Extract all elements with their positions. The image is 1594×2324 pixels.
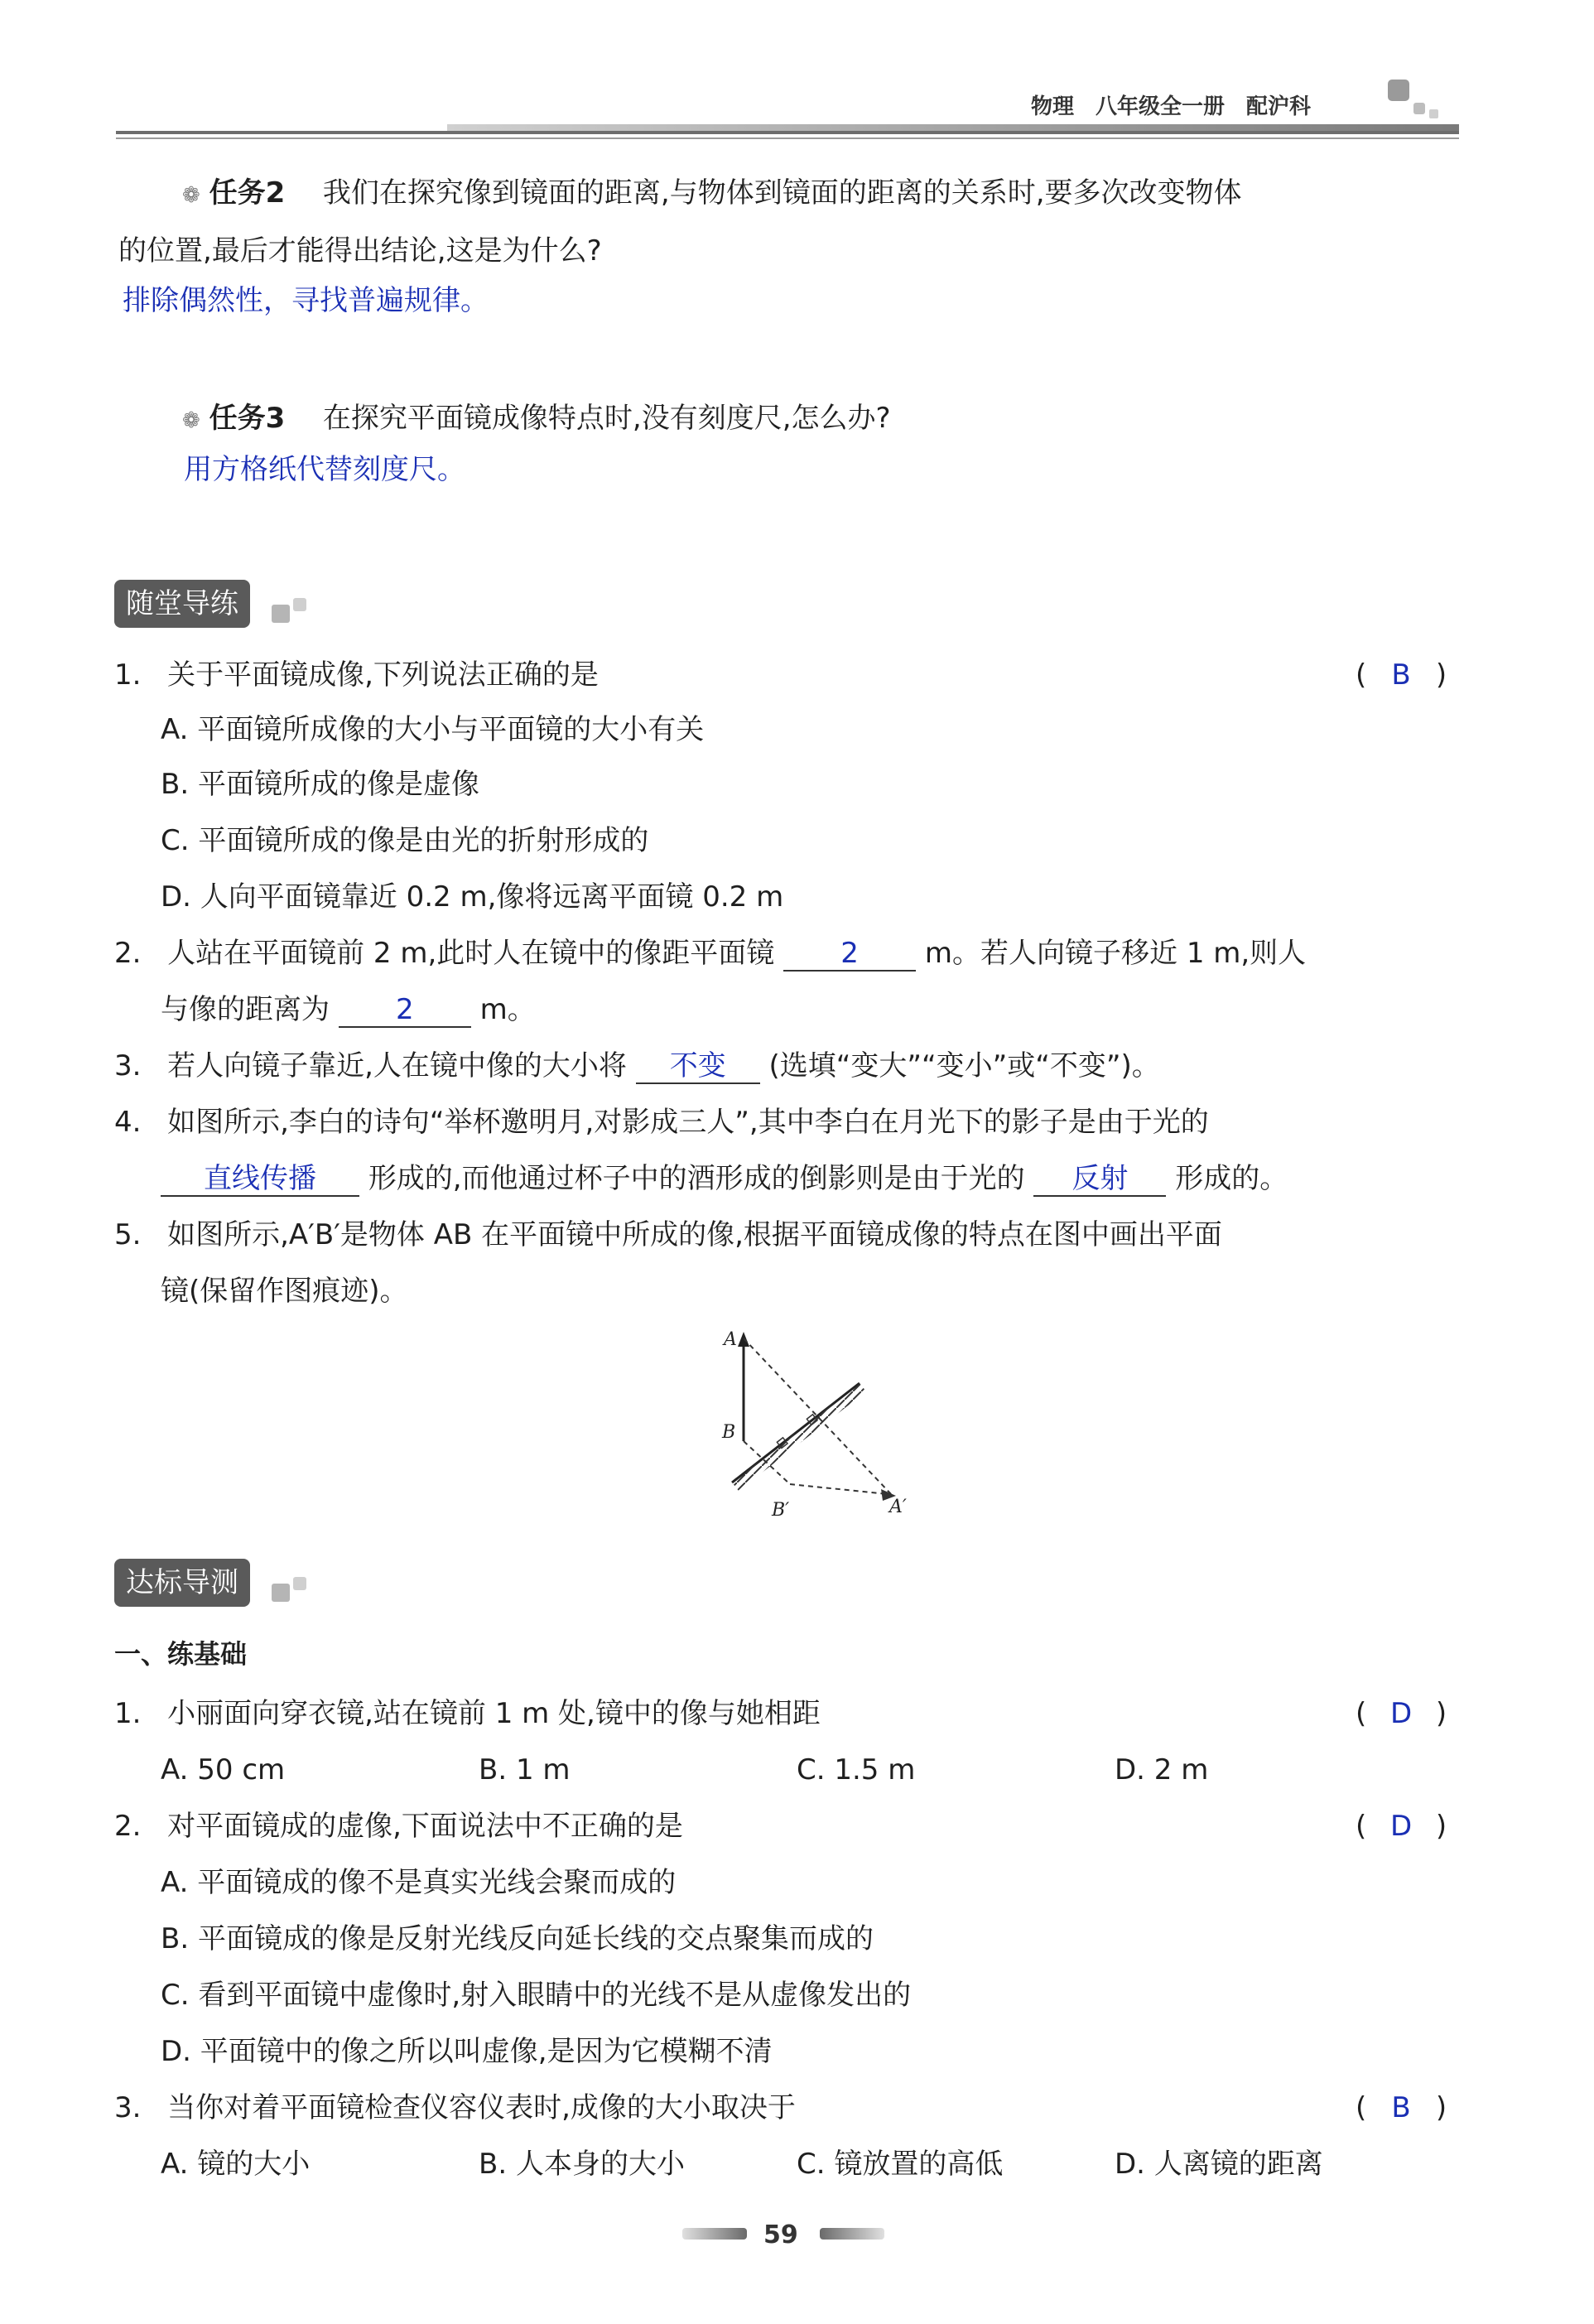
header-text: 物理 八年级全一册 配沪科	[1031, 94, 1312, 119]
s1-q3-line1: 3. 若人向镜子靠近,人在镜中像的大小将 不变 (选填“变大”“变小”或“不变”)。	[114, 1049, 1160, 1082]
s2-q2-option-b: B. 平面镜成的像是反射光线反向延长线的交点聚集而成的	[161, 1922, 874, 1955]
s1-q3-blank1: 不变	[636, 1049, 760, 1084]
s2-q2-option-c: C. 看到平面镜中虚像时,射入眼睛中的光线不是从虚像发出的	[161, 1979, 912, 2012]
s1-q5-line2: 镜(保留作图痕迹)。	[161, 1275, 408, 1308]
s1-q1-option-c: C. 平面镜所成的像是由光的折射形成的	[161, 824, 649, 857]
page-number: 59	[763, 2220, 798, 2249]
s2-q2-answer-paren: ( D )	[1356, 1807, 1447, 1845]
s1-q1-option-a: A. 平面镜所成像的大小与平面镜的大小有关	[161, 713, 705, 746]
s2-q3-option-c: C. 镜放置的高低	[797, 2148, 1004, 2181]
s2-q3-answer-paren: ( B )	[1356, 2089, 1447, 2127]
task3-answer: 用方格纸代替刻度尺。	[184, 453, 465, 486]
footer-right-bar	[820, 2228, 884, 2240]
s1-q1-option-d: D. 人向平面镜靠近 0.2 m,像将远离平面镜 0.2 m	[161, 880, 784, 914]
s2-q3-option-d: D. 人离镜的距离	[1115, 2148, 1323, 2181]
task2-label: 任务2	[209, 176, 286, 210]
task2-question-line2: 的位置,最后才能得出结论,这是为什么?	[118, 234, 602, 268]
section-tag-square	[272, 1584, 290, 1602]
header-square-large	[1388, 80, 1409, 101]
s1-q4-blank2: 反射	[1033, 1162, 1166, 1197]
s1-q2-blank1: 2	[783, 937, 916, 972]
header-square-small	[1429, 109, 1438, 118]
s1-q1-answer-paren: ( B )	[1356, 656, 1447, 694]
s2-q1-answer-paren: ( D )	[1356, 1695, 1447, 1733]
task2-question-line1: 我们在探究像到镜面的距离,与物体到镜面的距离的关系时,要多次改变物体	[322, 176, 1242, 210]
label-a-prime: A′	[889, 1497, 907, 1517]
s2-q2-option-a: A. 平面镜成的像不是真实光线会聚而成的	[161, 1866, 677, 1899]
header-thick-bar	[447, 124, 1459, 131]
s2-q2-answer: D	[1389, 1810, 1413, 1843]
s2-q3-option-a: A. 镜的大小	[161, 2148, 311, 2181]
task3-question-line1: 在探究平面镜成像特点时,没有刻度尺,怎么办?	[322, 402, 891, 435]
task2-answer: 排除偶然性，寻找普遍规律。	[123, 284, 489, 317]
header-rule	[116, 131, 1459, 134]
label-b: B	[722, 1422, 736, 1443]
s1-q4-line1: 4. 如图所示,李白的诗句“举杯邀明月,对影成三人”,其中李白在月光下的影子是由于光的	[114, 1106, 1209, 1139]
mirror-figure	[712, 1317, 927, 1532]
task3-label: 任务3	[209, 402, 286, 435]
task3-line1	[182, 399, 891, 440]
s1-q4-blank1: 直线传播	[161, 1162, 359, 1197]
image-bprime-aprime-line	[790, 1484, 888, 1494]
s1-q2-line2: 与像的距离为 2 m。	[161, 993, 536, 1026]
section-title-practice: 随堂导练	[114, 580, 250, 628]
section-title-assessment: 达标导测	[114, 1559, 250, 1607]
s2-q1-option-c: C. 1.5 m	[797, 1753, 916, 1786]
task-bullet-icon: ❁	[182, 183, 200, 208]
label-b-prime: B′	[772, 1500, 790, 1521]
s1-q4-line2: 直线传播 形成的,而他通过杯子中的酒形成的倒影则是由于光的 反射 形成的。	[161, 1160, 1288, 1198]
section-tag-square	[272, 605, 290, 623]
task-bullet-icon: ❁	[182, 408, 200, 433]
section-tag-square-small	[293, 598, 306, 611]
header-square-mid	[1413, 103, 1425, 114]
s2-q2-stem: 2. 对平面镜成的虚像,下面说法中不正确的是	[114, 1810, 683, 1843]
s2-q2-option-d: D. 平面镜中的像之所以叫虚像,是因为它模糊不清	[161, 2035, 773, 2068]
s1-q5-line1: 5. 如图所示,A′B′是物体 AB 在平面镜中所成的像,根据平面镜成像的特点在图中画出平面	[114, 1218, 1222, 1251]
s2-q1-option-a: A. 50 cm	[161, 1753, 286, 1786]
header-bar	[0, 0, 1594, 149]
s1-q1-answer: B	[1391, 658, 1411, 692]
s1-q2-blank2: 2	[339, 993, 471, 1028]
header-rule-thin	[116, 137, 1459, 139]
label-a: A	[724, 1329, 737, 1350]
s1-q1-option-b: B. 平面镜所成的像是虚像	[161, 768, 479, 801]
s2-q1-stem: 1. 小丽面向穿衣镜,站在镜前 1 m 处,镜中的像与她相距	[114, 1697, 821, 1730]
section-tag-square-small	[293, 1577, 306, 1590]
s2-subtitle: 一、练基础	[114, 1638, 248, 1670]
task2-line1	[182, 174, 1242, 215]
s2-q3-answer: B	[1391, 2091, 1411, 2124]
s1-q2-line1: 2. 人站在平面镜前 2 m,此时人在镜中的像距平面镜 2 m。若人向镜子移近 1 m,则人	[114, 937, 1307, 970]
s2-q1-option-d: D. 2 m	[1115, 1753, 1209, 1786]
s2-q3-option-b: B. 人本身的大小	[479, 2148, 685, 2181]
footer-left-bar	[682, 2228, 747, 2240]
s2-q1-option-b: B. 1 m	[479, 1753, 571, 1786]
s2-q1-answer: D	[1389, 1697, 1413, 1730]
mirror-hatch	[732, 1383, 866, 1491]
s2-q3-stem: 3. 当你对着平面镜检查仪容仪表时,成像的大小取决于	[114, 2091, 796, 2124]
s1-q1-stem: 1. 关于平面镜成像,下列说法正确的是	[114, 658, 599, 692]
